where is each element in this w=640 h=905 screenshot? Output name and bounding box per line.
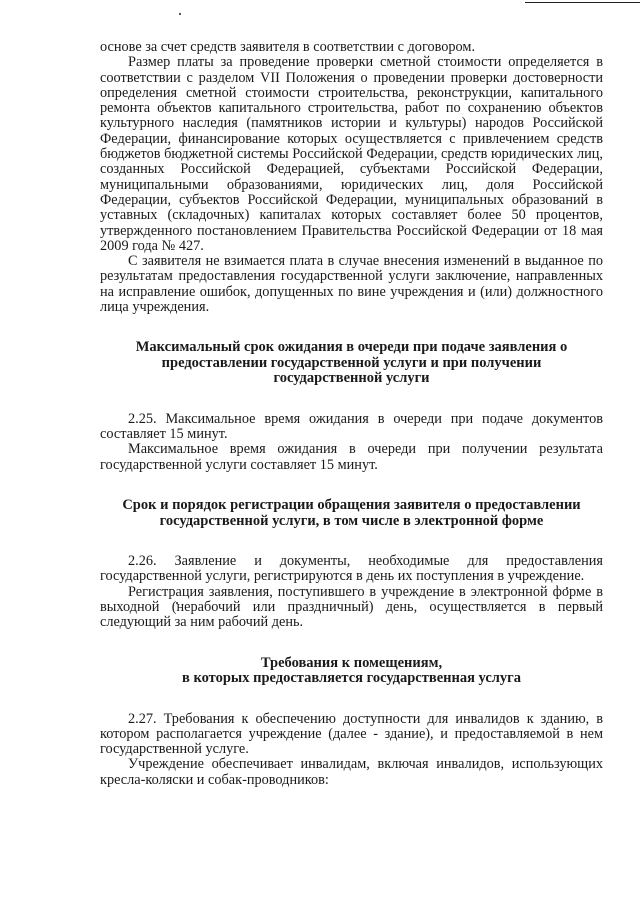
paragraph-registration-electronic: Регистрация заявления, поступившего в учреждение в электронной форме в выходной (нерабочий или праздничный) день, осуществляется в первый следующий за ним рабочий день. (100, 583, 603, 631)
section-heading-queue-time (100, 340, 603, 387)
heading-line: Требования к помещениям, (260, 654, 443, 671)
section-heading-registration (100, 498, 603, 529)
paragraph-2-25: 2.25. Максимальное время ожидания в очереди при подаче документов составляет 15 минут. (100, 410, 603, 443)
paragraph-fee-size: Размер платы за проведение проверки сметной стоимости определяется в соответствии с разделом VII Положения о проведении проверки достоверности определения сметной стоимости строительства, реконструкции, капитального ремонта объектов капитального строительства, работ по сохранению объектов культурного наследия (памятников истории и культуры) народов Российской Федерации, финансирование которых осуществляется с привлечением средств бюджетов бюджетной системы Российской Федерации, средств юридических лиц, созданных Российской Федерацией, субъектами Российской Федерации, муниципальными образованиями, юридических лиц, доля Российской Федерации, субъектов Российской Федерации, муниципальных образований в уставных (складочных) капиталах которых составляет более 50 процентов, утвержденного постановлением Правительства Российской Федерации от 18 мая 2009 года № 427. (100, 54, 603, 254)
heading-line: государственной услуги, в том числе в электронной форме (159, 512, 544, 529)
paragraph-no-fee: С заявителя не взимается плата в случае внесения изменений в выданное по результатам предоставления государственной услуги заключение, направленных на исправление ошибок, допущенных по вине учреждения и (или) должностного лица учреждения. (100, 253, 603, 316)
paragraph-queue-result: Максимальное время ожидания в очереди при получении результата государственной услуги составляет 15 минут. (100, 441, 603, 473)
heading-line: в которых предоставляется государственная услуга (181, 670, 522, 687)
heading-line: Максимальный срок ожидания в очереди при подаче заявления о (135, 339, 568, 356)
heading-line: Срок и порядок регистрации обращения заявителя о предоставлении (122, 497, 581, 514)
scan-speck (179, 13, 181, 15)
paragraph-2-26: 2.26. Заявление и документы, необходимые для предоставления государственной услуги, регистрируются в день их поступления в учреждение. (100, 553, 603, 585)
document-body (100, 40, 603, 788)
top-edge-rule (525, 2, 640, 3)
section-heading-premises (100, 656, 603, 687)
paragraph-accessibility: Учреждение обеспечивает инвалидам, включая инвалидов, использующих кресла-коляски и собак-проводников: (100, 756, 603, 788)
paragraph-2-27: 2.27. Требования к обеспечению доступности для инвалидов к зданию, в котором располагается учреждение (далее - здание), и предоставляемой в нем государственной услуге. (100, 710, 603, 758)
heading-line: государственной услуги (273, 370, 430, 387)
paragraph-continuation: основе за счет средств заявителя в соответствии с договором. (100, 39, 476, 55)
heading-line: предоставлении государственной услуги и при получении (161, 354, 542, 371)
